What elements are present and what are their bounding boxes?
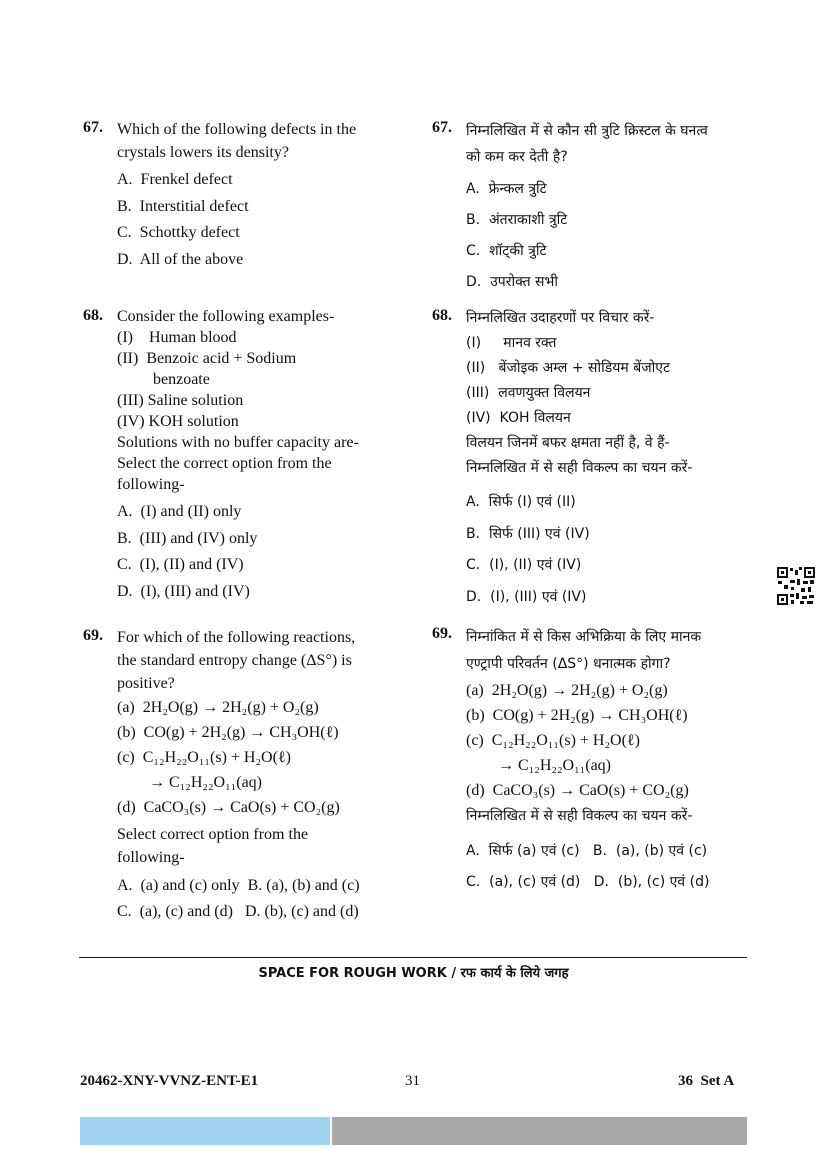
question-number: 67.	[83, 119, 103, 136]
stem-line: निम्नलिखित में से सही विकल्प का चयन करें-	[466, 808, 693, 824]
option-c: C. शॉट्की त्रुटि	[466, 243, 547, 259]
option-c: C. (I), (II) and (IV)	[117, 556, 244, 573]
option-d: D. (I), (III) and (IV)	[117, 582, 250, 600]
stem-line: the standard entropy change (ΔS°) is	[117, 652, 352, 669]
options-row-1: A. सिर्फ (a) एवं (c) B. (a), (b) एवं (c)	[466, 843, 708, 859]
option-a: A. Frenkel defect	[117, 171, 233, 188]
option-a: A. (I) and (II) only	[117, 503, 242, 520]
question-body	[117, 306, 359, 605]
reaction-b: (b) CO(g) + 2H₂(g) → CH₃OH(ℓ)	[466, 707, 688, 724]
example-line: (III) Saline solution	[117, 392, 244, 409]
question-body	[117, 626, 360, 925]
options-row-1: A. (a) and (c) only B. (a), (b) and (c)	[117, 877, 360, 894]
option-d: D. All of the above	[117, 250, 244, 268]
reaction-c: (c) C₁₂H₂₂O₁₁(s) + H₂O(ℓ)	[117, 749, 291, 766]
example-line: (IV) KOH विलयन	[466, 410, 571, 426]
question-number: 68.	[432, 307, 452, 324]
stem-line: Select correct option from the	[117, 826, 309, 843]
question-body	[466, 306, 692, 613]
reaction-c-product: → C₁₂H₂₂O₁₁(aq)	[466, 757, 612, 774]
stem-line: following-	[117, 849, 185, 866]
stem-line: एण्ट्रापी परिवर्तन (ΔS°) धनात्मक होगा?	[466, 656, 671, 672]
paper-code: 20462-XNY-VVNZ-ENT-E1	[80, 1073, 259, 1089]
stem-line: निम्नांकित में से किस अभिक्रिया के लिए मानक	[466, 629, 702, 645]
stem-line: following-	[117, 476, 185, 493]
footer-bar-left	[80, 1117, 330, 1145]
example-line: (III) लवणयुक्त विलयन	[466, 385, 591, 401]
stem-line: को कम कर देती है?	[466, 149, 568, 165]
stem-line: For which of the following reactions,	[117, 629, 356, 646]
option-b: B. (III) and (IV) only	[117, 529, 258, 547]
stem-line: निम्नलिखित उदाहरणों पर विचार करें-	[466, 310, 655, 326]
example-line: (I) Human blood	[117, 329, 237, 346]
option-d: D. (I), (III) एवं (IV)	[466, 588, 587, 605]
option-b: B. अंतराकाशी त्रुटि	[466, 212, 568, 228]
question-number: 69.	[83, 627, 103, 644]
option-b: B. Interstitial defect	[117, 197, 249, 215]
divider-line	[79, 957, 747, 958]
stem-line: positive?	[117, 675, 175, 692]
stem-line: Solutions with no buffer capacity are-	[117, 434, 359, 451]
option-c: C. (I), (II) एवं (IV)	[466, 557, 582, 573]
stem-line: Consider the following examples-	[117, 308, 335, 325]
question-body	[466, 118, 708, 298]
reaction-d: (d) CaCO₃(s) → CaO(s) + CO₂(g)	[117, 799, 340, 816]
example-line: (IV) KOH solution	[117, 413, 239, 430]
option-b: B. सिर्फ (III) एवं (IV)	[466, 525, 590, 542]
reaction-c: (c) C₁₂H₂₂O₁₁(s) + H₂O(ℓ)	[466, 732, 640, 749]
example-line: (II) Benzoic acid + Sodium	[117, 350, 297, 367]
question-number: 67.	[432, 119, 452, 136]
english-column	[83, 0, 403, 940]
example-line: benzoate	[117, 371, 210, 388]
hindi-column	[432, 0, 752, 940]
reaction-a: (a) 2H₂O(g) → 2H₂(g) + O₂(g)	[466, 682, 668, 699]
option-a: A. फ्रेन्कल त्रुटि	[466, 181, 547, 197]
example-line: (II) बेंजोइक अम्ल + सोडियम बेंजोएट	[466, 360, 671, 376]
reaction-a: (a) 2H₂O(g) → 2H₂(g) + O₂(g)	[117, 699, 319, 716]
question-number: 68.	[83, 307, 103, 324]
stem-line: Select the correct option from the	[117, 455, 332, 472]
options-row-2: C. (a), (c) एवं (d) D. (b), (c) एवं (d)	[466, 874, 710, 890]
stem-line: Which of the following defects in the	[117, 121, 357, 138]
example-line: (I) मानव रक्त	[466, 335, 557, 351]
stem-line: निम्नलिखित में से कौन सी त्रुटि क्रिस्टल के घनत्व	[466, 123, 708, 139]
options-row-2: C. (a), (c) and (d) D. (b), (c) and (d)	[117, 903, 359, 920]
stem-line: crystals lowers its density?	[117, 144, 289, 161]
footer-bar-right	[332, 1117, 747, 1145]
option-d: D. उपरोक्त सभी	[466, 274, 558, 290]
option-a: A. सिर्फ (I) एवं (II)	[466, 494, 576, 510]
question-number: 69.	[432, 625, 452, 642]
rough-work-label: SPACE FOR ROUGH WORK / रफ कार्य के लिये जगह	[258, 966, 569, 981]
stem-line: विलयन जिनमें बफर क्षमता नहीं है, वे हैं-	[466, 435, 670, 451]
reaction-c-product: → C₁₂H₂₂O₁₁(aq)	[117, 774, 263, 791]
set-label: 36 Set A	[678, 1073, 735, 1089]
option-c: C. Schottky defect	[117, 224, 240, 241]
question-body	[117, 118, 356, 273]
reaction-d: (d) CaCO₃(s) → CaO(s) + CO₂(g)	[466, 782, 689, 799]
qr-code-icon	[776, 566, 816, 606]
stem-line: निम्नलिखित में से सही विकल्प का चयन करें-	[466, 460, 693, 476]
reaction-b: (b) CO(g) + 2H₂(g) → CH₃OH(ℓ)	[117, 724, 339, 741]
page-number: 31	[405, 1073, 420, 1089]
question-body	[466, 624, 709, 898]
